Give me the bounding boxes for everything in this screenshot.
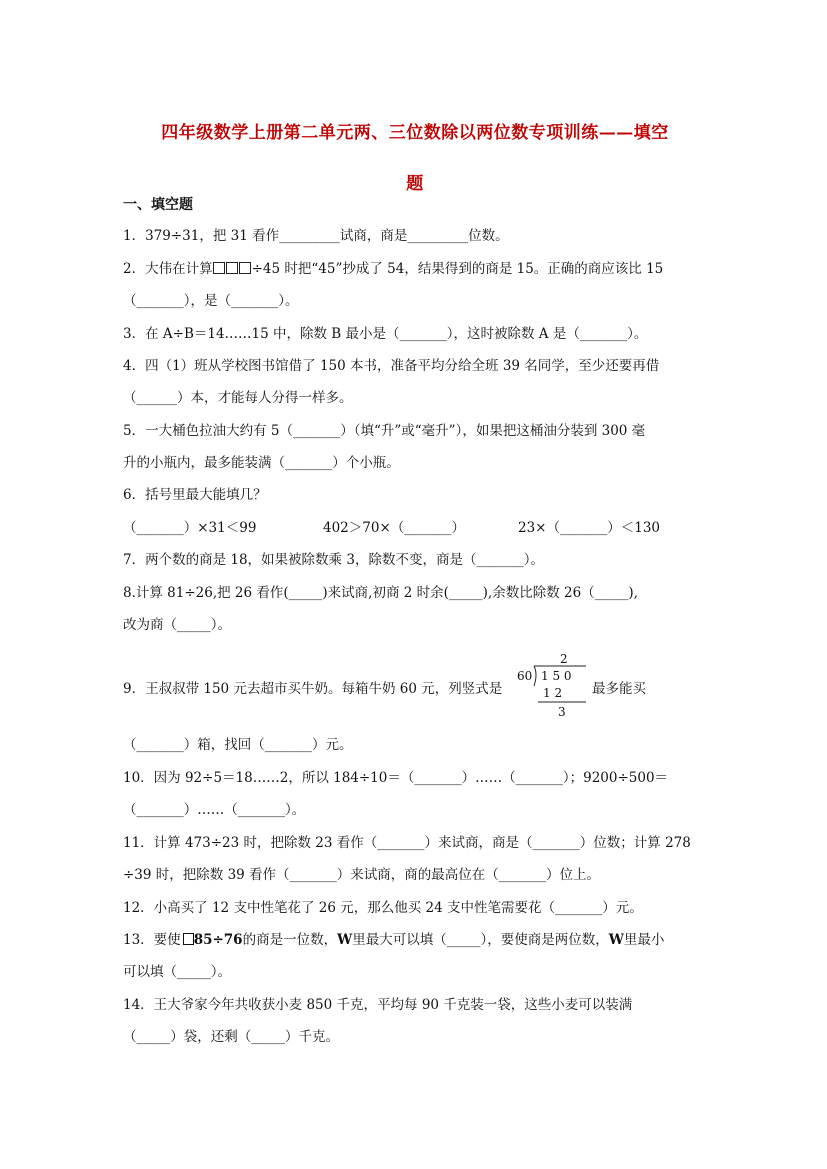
question-6-part-2: 402＞70×（_______）	[323, 520, 466, 536]
question-5-line-1: 5．一大桶色拉油大约有 5（_______）（填“升”或“毫升”），如果把这桶油分装到 300 毫	[123, 423, 646, 439]
division-product: 1 2	[543, 686, 563, 700]
question-4-line-1: 4．四（1）班从学校图书馆借了 150 本书，准备平均分给全班 39 名同学，至少还要再借	[123, 358, 660, 374]
question-9-after-figure: 最多能买	[592, 681, 646, 697]
question-4-line-2: （______）本，才能每人分得一样多。	[123, 390, 353, 406]
question-3: 3．在 A÷B＝14……15 中，除数 B 最小是（_______），这时被除数 A 是（_______）。	[123, 326, 648, 342]
section-heading: 一、填空题	[123, 197, 193, 213]
question-8-line-1: 8.计算 81÷26,把 26 看作(_____)来试商,初商 2 时余(_____),余数比除数 26（_____),	[123, 585, 638, 601]
question-10-line-2: （_______）……（_______）。	[123, 802, 306, 818]
question-13-line-2: 可以填（_____）。	[123, 964, 231, 980]
question-13-line-1	[123, 931, 713, 949]
division-divisor: 60	[517, 669, 533, 683]
blank-square-3	[239, 262, 251, 274]
question-13-middle: 的商是一位数，	[242, 932, 338, 948]
question-13-rest: 里最大可以填（_____），要使商是两位数，	[352, 932, 609, 948]
question-11-line-2: ÷39 时，把除数 39 看作（_______）来试商，商的最高位在（_______）位上。	[123, 867, 601, 883]
question-13-w-symbol-2: W	[608, 932, 624, 948]
long-division-figure	[514, 652, 594, 724]
question-2-prefix: 2．大伟在计算	[123, 261, 213, 277]
question-11-line-1: 11．计算 473÷23 时，把除数 23 看作（_______）来试商，商是（_______）位数；计算 278	[123, 835, 691, 851]
title-line-1: 四年级数学上册第二单元两、三位数除以两位数专项训练——填空	[161, 123, 669, 143]
blank-box-icon	[183, 933, 194, 945]
question-13-end: 里最小	[623, 932, 665, 948]
question-13-prefix: 13．要使	[123, 932, 181, 948]
question-9-line-1: 9．王叔叔带 150 元去超市买牛奶。每箱牛奶 60 元，列竖式是	[123, 681, 503, 697]
question-5-line-2: 升的小瓶内，最多能装满（_______）个小瓶。	[123, 455, 400, 471]
question-14-line-2: （_____）袋，还剩（_____）千克。	[123, 1029, 339, 1045]
question-10-line-1: 10．因为 92÷5＝18……2，所以 184÷10＝（_______）……（_______）；9200÷500＝	[123, 770, 669, 786]
question-1: 1．379÷31，把 31 看作_________试商，商是_________位数。	[123, 228, 509, 244]
document-title	[120, 108, 710, 210]
question-14-line-1: 14．王大爷家今年共收获小麦 850 千克，平均每 90 千克装一袋，这些小麦可以装满	[123, 997, 633, 1013]
question-2-line-2: （_______），是（_______）。	[123, 293, 299, 309]
question-6: 6．括号里最大能填几？	[123, 487, 267, 503]
blank-square-2	[226, 262, 238, 274]
question-6-part-1: （_______）×31＜99	[123, 520, 257, 536]
question-2-line-1	[123, 260, 713, 278]
question-2-suffix: ÷45 时把“45”抄成了 54，结果得到的商是 15。正确的商应该比 15	[251, 261, 664, 277]
question-9-line-2: （_______）箱，找回（_______）元。	[123, 737, 353, 753]
division-dividend: 1 5 0	[541, 669, 572, 683]
question-8-line-2: 改为商（_____）。	[123, 617, 231, 633]
question-6-part-3: 23×（_______）＜130	[518, 520, 661, 536]
question-12: 12．小高买了 12 支中性笔花了 26 元，那么他买 24 支中性笔需要花（_______）元。	[123, 900, 643, 916]
title-line-2: 题	[406, 174, 424, 194]
question-13-expression: 85÷76	[193, 932, 243, 948]
question-7: 7．两个数的商是 18，如果被除数乘 3，除数不变，商是（_______）。	[123, 552, 544, 568]
blank-square-1	[213, 262, 225, 274]
question-13-w-symbol: W	[337, 932, 353, 948]
division-quotient: 2	[560, 652, 568, 666]
division-remainder: 3	[558, 705, 566, 719]
